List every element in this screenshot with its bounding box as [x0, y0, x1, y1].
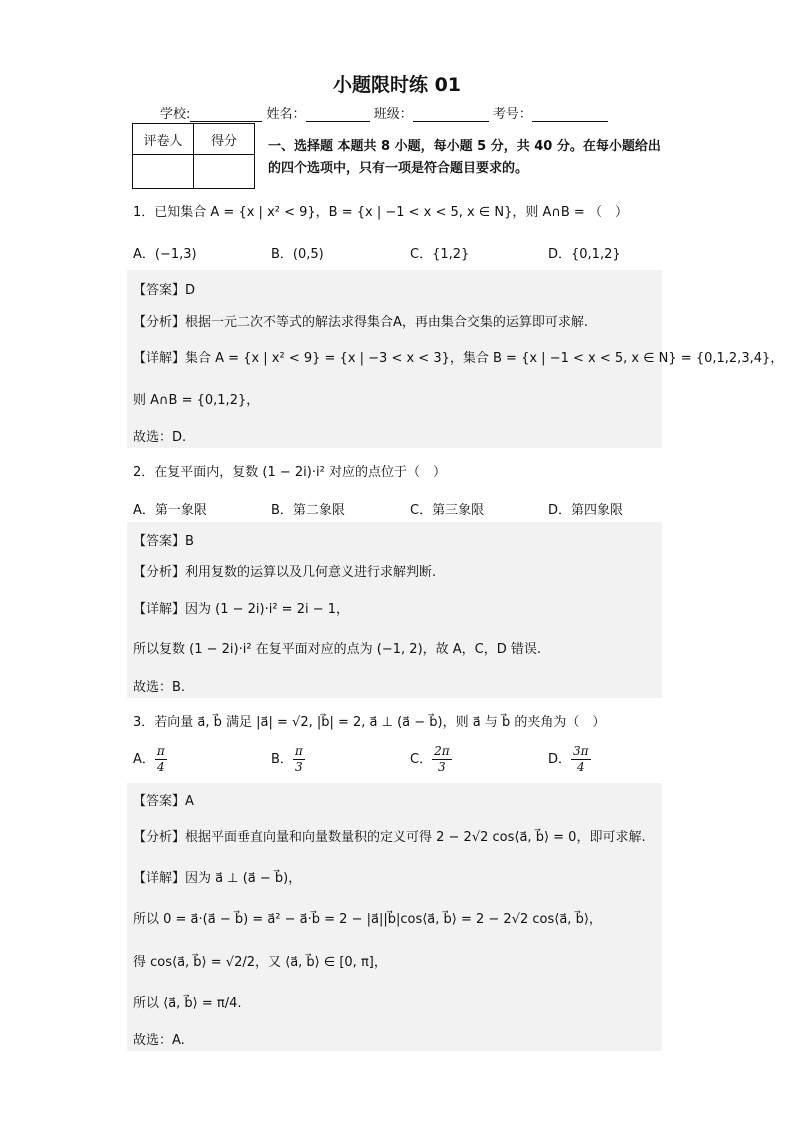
- question-2-stem: 2．在复平面内，复数 (1 − 2i)·i² 对应的点位于（ ）: [133, 465, 446, 480]
- section-heading: 一、选择题 本题共 8 小题，每小题 5 分，共 40 分。在每小题给出的四个选项中，只有一项是符合题目要求的。: [268, 139, 661, 176]
- question-1-option-d: D．{0,1,2}: [548, 247, 621, 262]
- class-label: 班级：: [373, 107, 413, 122]
- question-3-option-c: [410, 744, 452, 775]
- name-blank[interactable]: [306, 107, 370, 122]
- option-letter: C．: [410, 752, 433, 767]
- option-letter: D．: [548, 752, 572, 767]
- question-1-analysis: 【分析】根据一元二次不等式的解法求得集合A，再由集合交集的运算即可求解.: [133, 315, 589, 330]
- question-2-detail-line: 【详解】因为 (1 − 2i)·i² = 2i − 1，: [133, 602, 350, 617]
- page-title: 小题限时练 01: [332, 74, 462, 96]
- question-3-option-b: [271, 744, 305, 775]
- question-3-stem: 3．若向量 a⃗, b⃗ 满足 |a⃗| = √2, |b⃗| = 2, a⃗ ⊥ (a⃗ − b⃗)，则 a⃗ 与 b⃗ 的夹角为（ ）: [133, 715, 606, 730]
- question-3-detail-line: 所以 ⟨a⃗, b⃗⟩ = π/4.: [133, 996, 242, 1011]
- question-2-analysis: 【分析】利用复数的运算以及几何意义进行求解判断.: [133, 565, 437, 580]
- question-1-detail-line: 【详解】集合 A = {x | x² < 9} = {x | −3 < x < 3}，集合 B = {x | −1 < x < 5, x ∈ N} = {0,1,2,3,4}，: [133, 351, 784, 366]
- fraction: $\frac{\pi}{4}$: [156, 744, 165, 774]
- fraction: $\frac{3\pi}{4}$: [573, 744, 589, 774]
- question-3-detail-line: 故选：A.: [133, 1033, 185, 1048]
- question-2-answer: 【答案】B: [133, 534, 194, 549]
- question-2-detail-line: 故选：B.: [133, 680, 186, 695]
- name-label: 姓名：: [266, 107, 306, 122]
- fraction: $\frac{\pi}{3}$: [294, 744, 303, 774]
- question-1-stem: 1．已知集合 A = {x | x² < 9}，B = {x | −1 < x < 5, x ∈ N}，则 A∩B = （ ）: [133, 205, 628, 220]
- question-1-answer: 【答案】D: [133, 283, 196, 298]
- exam-no-label: 考号：: [492, 107, 532, 122]
- question-3-analysis: 【分析】根据平面垂直向量和向量数量积的定义可得 2 − 2√2 cos⟨a⃗, b⃗⟩ = 0，即可求解.: [133, 830, 646, 845]
- question-1-detail-line: 则 A∩B = {0,1,2}，: [133, 393, 260, 408]
- option-letter: B．: [271, 752, 293, 767]
- score-cell[interactable]: [194, 155, 255, 189]
- class-blank[interactable]: [413, 107, 489, 122]
- question-3-option-d: [548, 744, 591, 775]
- question-2-detail-line: 所以复数 (1 − 2i)·i² 在复平面对应的点为 (−1, 2)，故 A，C，D 错误.: [133, 642, 542, 657]
- question-3-detail-line: 【详解】因为 a⃗ ⊥ (a⃗ − b⃗)，: [133, 871, 302, 886]
- question-1-option-a: A．(−1,3): [133, 247, 197, 262]
- school-blank[interactable]: [190, 107, 262, 122]
- school-label: 学校:: [160, 107, 191, 122]
- question-2-option-d: D．第四象限: [548, 503, 624, 518]
- question-1-detail-line: 故选：D.: [133, 430, 187, 445]
- score-header: 得分: [194, 124, 255, 155]
- question-2-option-b: B．第二象限: [271, 503, 345, 518]
- option-letter: A．: [133, 752, 155, 767]
- grader-table: [132, 123, 255, 189]
- question-3-detail-line: 得 cos⟨a⃗, b⃗⟩ = √2/2，又 ⟨a⃗, b⃗⟩ ∈ [0, π]，: [133, 955, 387, 970]
- exam-no-blank[interactable]: [532, 107, 608, 122]
- question-3-answer: 【答案】A: [133, 794, 194, 809]
- question-2-option-a: A．第一象限: [133, 503, 207, 518]
- question-1-option-c: C．{1,2}: [410, 247, 470, 262]
- grader-cell[interactable]: [133, 155, 194, 189]
- student-info-line: [160, 103, 608, 122]
- question-3-option-a: [133, 744, 167, 775]
- fraction: $\frac{2\pi}{3}$: [434, 744, 450, 774]
- question-1-option-b: B．(0,5): [271, 247, 324, 262]
- question-3-detail-line: 所以 0 = a⃗·(a⃗ − b⃗) = a⃗² − a⃗·b⃗ = 2 − |a⃗||b⃗|cos⟨a⃗, b⃗⟩ = 2 − 2√2 cos⟨a⃗, b⃗⟩，: [133, 912, 602, 927]
- grader-header: 评卷人: [133, 124, 194, 155]
- question-2-option-c: C．第三象限: [410, 503, 485, 518]
